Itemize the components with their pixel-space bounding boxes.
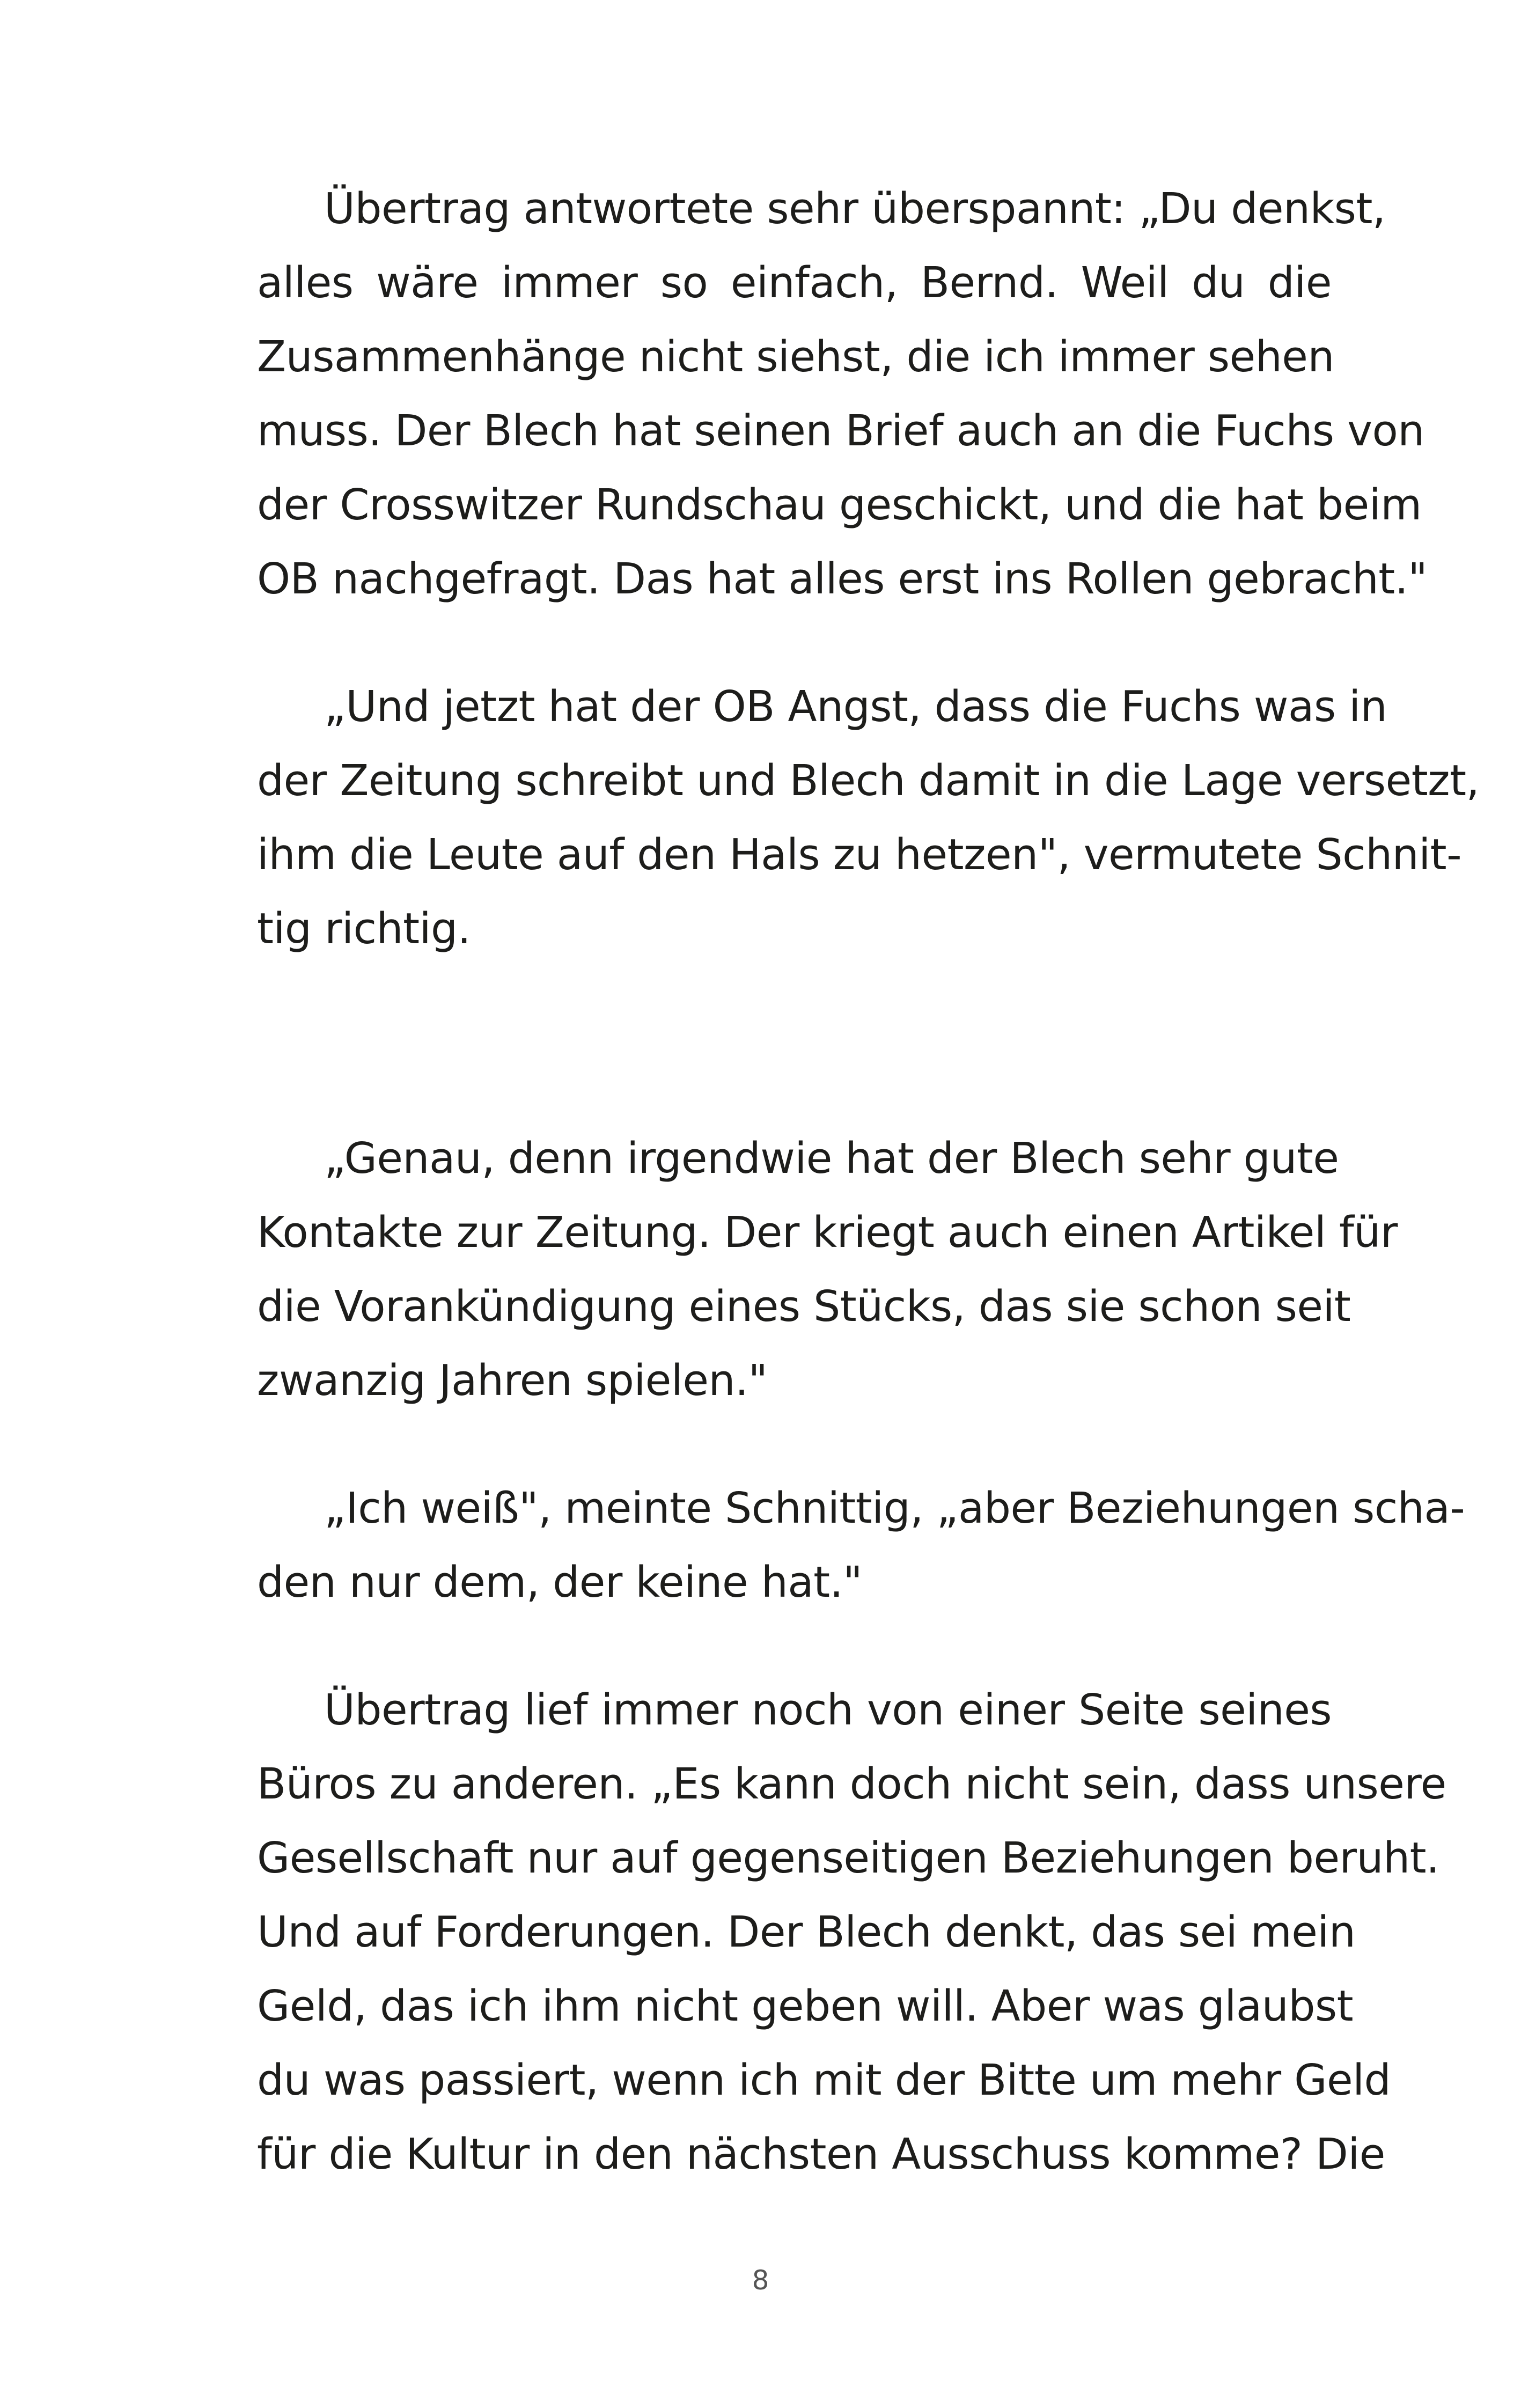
paragraph-spacer (190, 1418, 1332, 1471)
text-line: der Crosswitzer Rundschau geschickt, und die hat beim (257, 480, 1422, 530)
paragraph-2 (190, 670, 1480, 966)
text-line: zwanzig Jahren spielen." (257, 1356, 768, 1405)
text-line: muss. Der Blech hat seinen Brief auch an die Fuchs von (257, 406, 1424, 456)
paragraph-3 (190, 1121, 1398, 1418)
text-line: „Genau, denn irgendwie hat der Blech sehr gute (324, 1134, 1339, 1183)
text-line: Und auf Forderungen. Der Blech denkt, das sei mein (257, 1907, 1356, 1957)
text-line: für die Kultur in den nächsten Ausschuss komme? Die (257, 2130, 1385, 2179)
paragraph-spacer (190, 616, 1332, 670)
text-line: alles wäre immer so einfach, Bernd. Weil du die (257, 258, 1332, 307)
section-spacer (190, 966, 1332, 1121)
text-line: Übertrag lief immer noch von einer Seite seines (324, 1685, 1332, 1735)
text-line: OB nachgefragt. Das hat alles erst ins Rollen gebracht." (257, 554, 1428, 604)
text-line: Gesellschaft nur auf gegenseitigen Beziehungen beruht. (257, 1833, 1439, 1883)
paragraph-5 (190, 1673, 1446, 2191)
paragraph-1 (190, 172, 1428, 616)
paragraph-spacer (190, 1619, 1332, 1673)
text-line: „Und jetzt hat der OB Angst, dass die Fuchs was in (324, 682, 1387, 731)
text-line: der Zeitung schreibt und Blech damit in die Lage versetzt, (257, 756, 1480, 805)
text-line: den nur dem, der keine hat." (257, 1558, 863, 1607)
paragraph-4 (190, 1471, 1465, 1619)
text-line: Kontakte zur Zeitung. Der kriegt auch einen Artikel für (257, 1208, 1398, 1257)
text-line: Geld, das ich ihm nicht geben will. Aber was glaubst (257, 1981, 1354, 2031)
text-line: tig richtig. (257, 904, 471, 953)
text-line: Büros zu anderen. „Es kann doch nicht sein, dass unsere (257, 1759, 1446, 1809)
page-number: 8 (752, 2265, 769, 2296)
text-line: Übertrag antwortete sehr überspannt: „Du denkst, (324, 184, 1386, 233)
text-line: „Ich weiß", meinte Schnittig, „aber Beziehungen scha- (324, 1484, 1465, 1533)
text-line: ihm die Leute auf den Hals zu hetzen", vermutete Schnit- (257, 830, 1462, 879)
text-line: du was passiert, wenn ich mit der Bitte um mehr Geld (257, 2055, 1391, 2105)
page-body (190, 172, 1480, 2191)
text-line: die Vorankündigung eines Stücks, das sie schon seit (257, 1282, 1351, 1331)
text-line: Zusammenhänge nicht siehst, die ich immer sehen (257, 332, 1334, 381)
